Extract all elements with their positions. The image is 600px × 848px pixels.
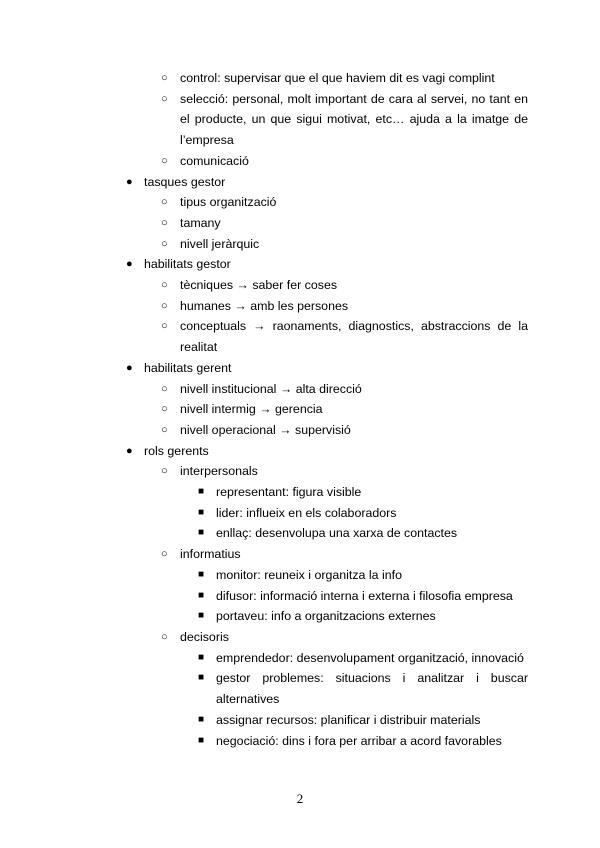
section-item-rols-gerents [0,441,600,462]
sublist-interpersonals [0,482,600,544]
sublist-informatius [0,565,600,627]
sublist-habilitats-gerent [0,379,600,441]
sublist-rols-group [0,544,600,565]
list-item: ○ tècniques → saber fer coses [0,275,600,296]
square-bullet-icon: ■ [198,713,205,725]
page-content [0,68,600,751]
sublist-rols-group [0,461,600,482]
group-item-interpersonals [0,461,600,482]
list-item: ○ nivell jeràrquic [0,234,600,255]
disc-bullet-icon: ● [126,444,133,457]
sublist-rols-group [0,627,600,648]
section-title: habilitats gestor [144,257,231,272]
section-item-habilitats-gestor [0,254,600,275]
list-item: ○ selecció: personal, molt important de cara al servei, no tant en el producte, un que sigui motivat, etc… ajuda a la imatge de l’empresa [0,89,600,151]
square-bullet-icon: ■ [198,651,205,663]
square-bullet-icon: ■ [198,589,205,601]
square-bullet-icon: ■ [198,610,205,622]
section-title: rols gerents [144,443,209,458]
circle-bullet-icon: ○ [161,196,168,209]
list-item: ■ emprendedor: desenvolupament organització, innovació [0,648,600,669]
continuation-list [0,68,600,172]
group-title: interpersonals [180,464,258,479]
disc-bullet-icon: ● [126,361,133,374]
group-item-decisoris [0,627,600,648]
circle-bullet-icon: ○ [161,237,168,250]
square-bullet-icon: ■ [198,527,205,539]
list-item: ○ tamany [0,213,600,234]
list-item: ■ gestor problemes: situacions i analitzar i buscar alternatives [0,668,600,709]
list-item: ■ enllaç: desenvolupa una xarxa de contactes [0,523,600,544]
section-title: habilitats gerent [144,360,232,375]
list-item: ○ conceptuals → raonaments, diagnostics, abstraccions de la realitat [0,316,600,357]
square-bullet-icon: ■ [198,568,205,580]
circle-bullet-icon: ○ [161,154,168,167]
square-bullet-icon: ■ [198,486,205,498]
group-item-informatius [0,544,600,565]
circle-bullet-icon: ○ [161,92,168,105]
list-item: ■ difusor: informació interna i externa i filosofia empresa [0,586,600,607]
main-list [0,254,600,275]
list-item: ■ negociació: dins i fora per arribar a acord favorables [0,731,600,752]
list-item: ■ lider: influeix en els colaboradors [0,503,600,524]
section-title: tasques gestor [144,174,226,189]
square-bullet-icon: ■ [198,734,205,746]
list-item: ○ humanes → amb les persones [0,296,600,317]
list-item: ○ nivell operacional → supervisió [0,420,600,441]
list-item: ○ tipus organització [0,192,600,213]
list-item: ■ representant: figura visible [0,482,600,503]
circle-bullet-icon: ○ [161,403,168,416]
list-item: ○ control: supervisar que el que haviem dit es vagi complint [0,68,600,89]
section-item-habilitats-gerent [0,358,600,379]
main-list [0,172,600,193]
disc-bullet-icon: ● [126,175,133,188]
page-number: 2 [296,791,304,806]
group-title: decisoris [180,629,229,644]
circle-bullet-icon: ○ [161,279,168,292]
circle-bullet-icon: ○ [161,423,168,436]
group-title: informatius [180,547,241,562]
circle-bullet-icon: ○ [161,465,168,478]
sublist-habilitats-gestor [0,275,600,358]
list-item: ■ portaveu: info a organitzacions externes [0,606,600,627]
sublist-decisoris [0,648,600,752]
sublist-tasques-gestor [0,192,600,254]
disc-bullet-icon: ● [126,258,133,271]
section-item-tasques-gestor [0,172,600,193]
circle-bullet-icon: ○ [161,548,168,561]
circle-bullet-icon: ○ [161,630,168,643]
square-bullet-icon: ■ [198,672,205,684]
circle-bullet-icon: ○ [161,216,168,229]
list-item: ■ monitor: reuneix i organitza la info [0,565,600,586]
main-list [0,358,600,379]
list-item: ○ nivell institucional → alta direcció [0,379,600,400]
list-item: ○ nivell intermig → gerencia [0,399,600,420]
circle-bullet-icon: ○ [161,72,168,84]
circle-bullet-icon: ○ [161,299,168,312]
list-item: ■ assignar recursos: planificar i distribuir materials [0,710,600,731]
square-bullet-icon: ■ [198,506,205,518]
circle-bullet-icon: ○ [161,320,168,333]
main-list [0,441,600,462]
list-item: ○ comunicació [0,151,600,172]
circle-bullet-icon: ○ [161,382,168,395]
